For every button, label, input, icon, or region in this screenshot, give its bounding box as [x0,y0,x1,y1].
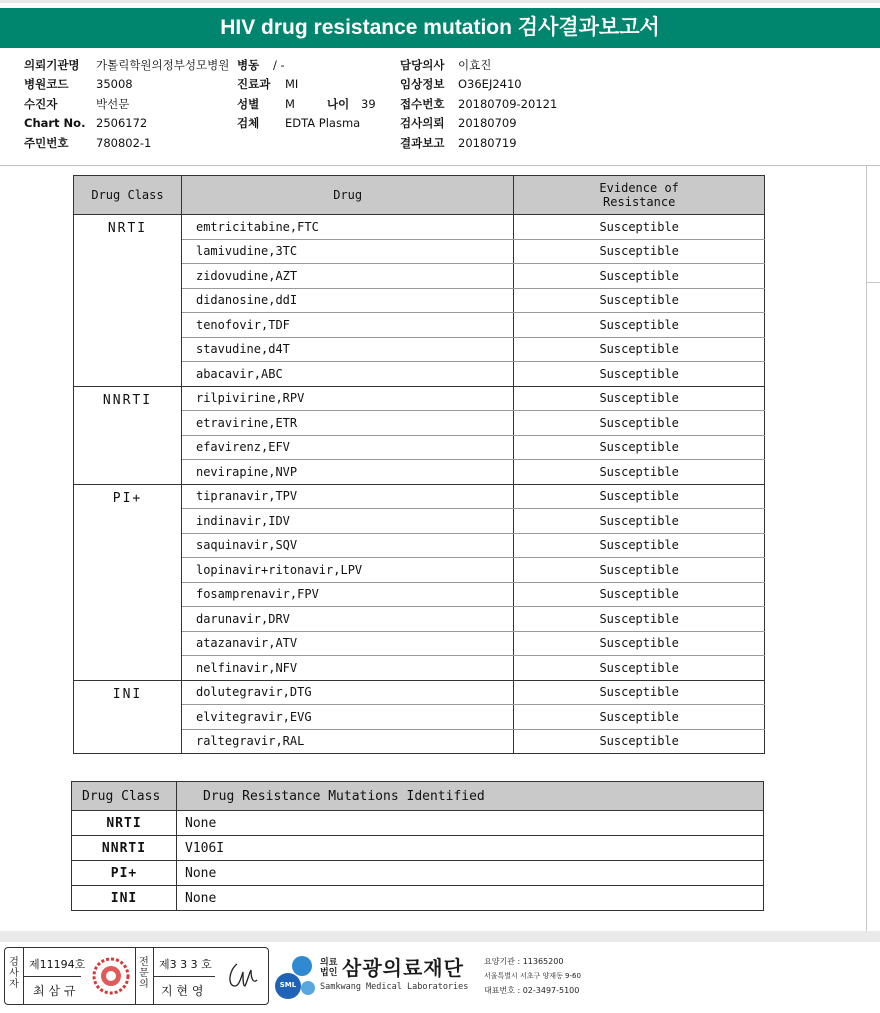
drug-class-cell: INI [74,680,182,754]
info-value: 35008 [96,77,133,92]
table-row [74,484,765,509]
info-value: 780802-1 [96,135,152,150]
info-row [400,114,557,134]
age-field [327,94,376,114]
age-label: 나이 [327,96,350,111]
resistance-cell: Susceptible [514,239,765,264]
header-mut-class: Drug Class [72,782,177,811]
table-row [74,215,765,240]
drug-cell: darunavir,DRV [181,607,513,632]
drug-cell: elvitegravir,EVG [181,705,513,730]
footer-separator [0,931,880,942]
drug-cell: didanosine,ddI [181,288,513,313]
org-code: 요양기관 : 11365200 [484,957,564,966]
mutation-class-cell: NRTI [72,811,177,836]
resistance-cell: Susceptible [514,705,765,730]
info-label: 병원코드 [24,77,69,92]
info-row [237,114,360,134]
examiner-license: 제11194호 [29,958,86,971]
examiner-seal-icon [91,956,131,996]
org-english: Samkwang Medical Laboratories [320,982,469,992]
resistance-cell: Susceptible [514,386,765,411]
table-row [74,386,765,411]
resistance-cell: Susceptible [514,337,765,362]
resistance-cell: Susceptible [514,533,765,558]
page-edge-tick [866,282,880,283]
resistance-cell: Susceptible [514,680,765,705]
sign-divider [153,976,215,977]
mutation-table [71,781,764,911]
sign-divider [23,976,81,977]
info-row [24,55,229,75]
resistance-cell: Susceptible [514,411,765,436]
mutation-cell: V106I [177,836,764,861]
info-label: 병동 [237,57,260,72]
drug-cell: efavirenz,EFV [181,435,513,460]
drug-cell: tenofovir,TDF [181,313,513,338]
patient-info-col3 [400,55,557,153]
resistance-cell: Susceptible [514,582,765,607]
resistance-cell: Susceptible [514,509,765,534]
info-label: 의뢰기관명 [24,57,80,72]
info-value: 20180709-20121 [458,96,558,111]
info-value: 20180719 [458,135,517,150]
resistance-cell: Susceptible [514,288,765,313]
page-edge [866,166,867,931]
specialist-label: 전문의 [139,957,149,990]
footer [0,942,880,1013]
resistance-cell: Susceptible [514,215,765,240]
org-name: 삼광의료재단 [342,956,464,980]
mutation-cell: None [177,886,764,911]
info-label: 성별 [237,96,260,111]
resistance-cell: Susceptible [514,484,765,509]
info-label: 진료과 [237,77,271,92]
info-label: 검사의뢰 [400,116,445,131]
drug-cell: nevirapine,NVP [181,460,513,485]
examiner-name: 최 삼 규 [33,984,76,998]
table-row [72,861,764,886]
mutation-class-cell: INI [72,886,177,911]
info-value: 가톨릭학원의정부성모병원 [96,57,230,72]
info-row [24,133,229,153]
resistance-cell: Susceptible [514,313,765,338]
info-value: 이효진 [458,57,492,72]
report-title: HIV drug resistance mutation 검사결과보고서 [0,8,880,48]
info-label: 주민번호 [24,135,69,150]
info-label: 담당의사 [400,57,445,72]
top-edge [0,0,880,3]
info-value: M [285,96,295,111]
drug-class-cell: NNRTI [74,386,182,484]
table-row [74,680,765,705]
table-row [72,836,764,861]
org-type: 의료법인 [320,958,338,978]
mutation-class-cell: NNRTI [72,836,177,861]
info-value: EDTA Plasma [285,116,361,131]
patient-info-col1 [24,55,229,153]
org-phone: 대표번호 : 02-3497-5100 [484,986,580,995]
drug-cell: emtricitabine,FTC [181,215,513,240]
org-address: 서울특별시 서초구 양재동 9-60 [484,972,581,980]
specialist-name: 지 현 영 [161,984,204,998]
drug-cell: stavudine,d4T [181,337,513,362]
drug-cell: raltegravir,RAL [181,729,513,754]
header-divider [0,165,880,166]
drug-cell: saquinavir,SQV [181,533,513,558]
sml-logo-icon [272,952,318,1000]
info-label: 수진자 [24,96,58,111]
drug-cell: lamivudine,3TC [181,239,513,264]
info-label: 임상정보 [400,77,445,92]
drug-cell: rilpivirine,RPV [181,386,513,411]
header-mutations: Drug Resistance Mutations Identified [177,782,764,811]
mutation-class-cell: PI+ [72,861,177,886]
info-value: O36EJ2410 [458,77,522,92]
header-evidence-text: Evidence of Resistance [599,181,679,209]
info-row [24,114,229,134]
info-value: / - [273,57,285,72]
info-row [237,55,360,75]
resistance-table [73,175,765,754]
mutation-cell: None [177,861,764,886]
header-evidence [514,176,765,215]
info-value: 2506172 [96,116,148,131]
info-row [400,55,557,75]
info-label: Chart No. [24,116,86,131]
drug-cell: dolutegravir,DTG [181,680,513,705]
signature-box [4,947,269,1005]
drug-cell: indinavir,IDV [181,509,513,534]
info-row [24,75,229,95]
drug-cell: zidovudine,AZT [181,264,513,289]
drug-class-cell: PI+ [74,484,182,680]
info-label: 검체 [237,116,260,131]
info-label: 결과보고 [400,135,445,150]
header-drug: Drug [181,176,513,215]
resistance-cell: Susceptible [514,264,765,289]
info-value: MI [285,77,299,92]
mutation-cell: None [177,811,764,836]
info-value: 박선문 [96,96,130,111]
drug-cell: lopinavir+ritonavir,LPV [181,558,513,583]
specialist-license: 제3 3 3 호 [159,958,212,971]
info-label: 접수번호 [400,96,445,111]
resistance-cell: Susceptible [514,656,765,681]
age-value: 39 [361,96,376,111]
info-row [24,94,229,114]
drug-cell: atazanavir,ATV [181,631,513,656]
resistance-cell: Susceptible [514,607,765,632]
info-value: 20180709 [458,116,517,131]
info-row [237,75,360,95]
table-row [72,886,764,911]
signature-scribble-icon [223,956,263,994]
info-row [400,94,557,114]
lab-logo [272,948,672,1004]
resistance-cell: Susceptible [514,362,765,387]
resistance-cell: Susceptible [514,631,765,656]
table-row [72,811,764,836]
info-row [400,133,557,153]
resistance-cell: Susceptible [514,460,765,485]
resistance-cell: Susceptible [514,558,765,583]
drug-cell: abacavir,ABC [181,362,513,387]
header-drug-class: Drug Class [74,176,182,215]
drug-cell: tipranavir,TPV [181,484,513,509]
drug-cell: nelfinavir,NFV [181,656,513,681]
drug-class-cell: NRTI [74,215,182,387]
drug-cell: etravirine,ETR [181,411,513,436]
info-row [400,75,557,95]
drug-cell: fosamprenavir,FPV [181,582,513,607]
examiner-label: 검사자 [9,957,19,990]
logo-badge: SML [279,981,297,989]
resistance-cell: Susceptible [514,435,765,460]
resistance-cell: Susceptible [514,729,765,754]
